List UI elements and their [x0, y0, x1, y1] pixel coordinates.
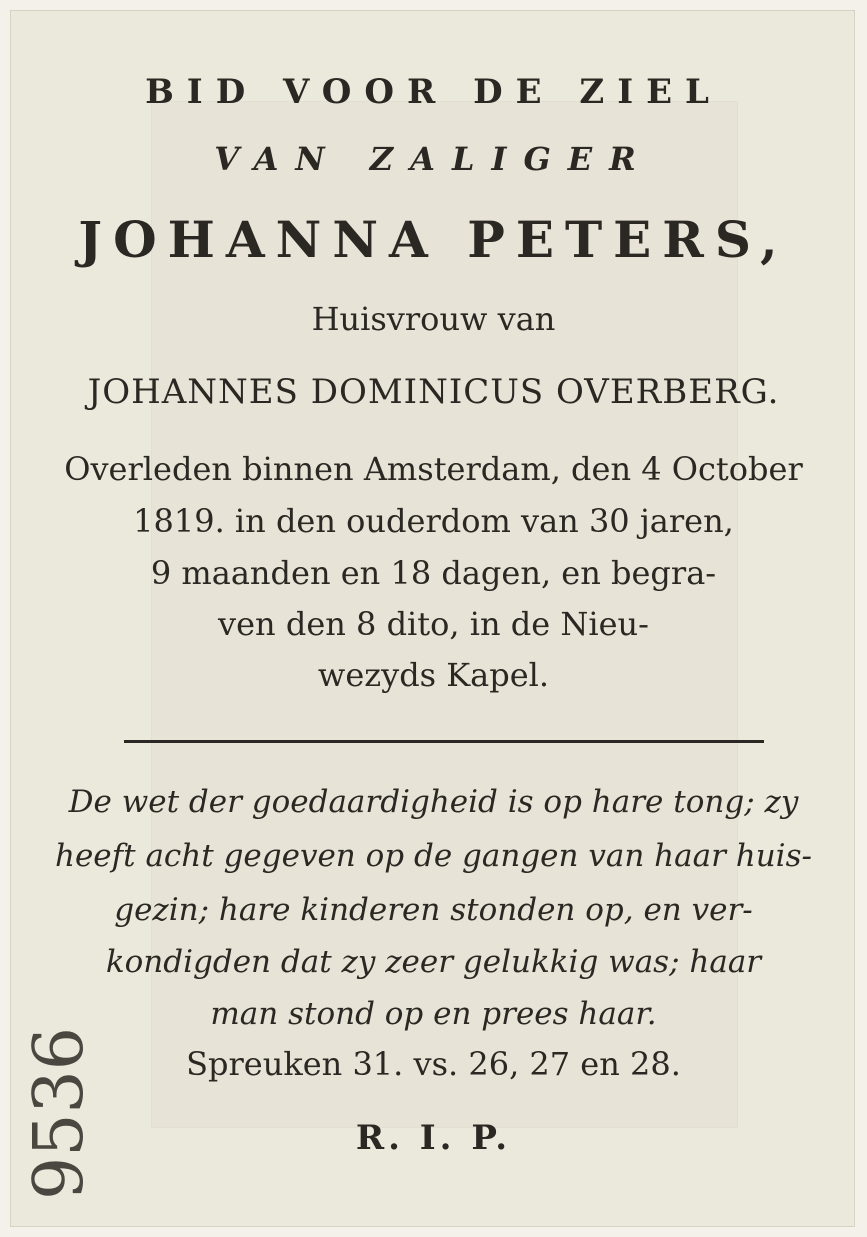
deceased-name: JOHANNA PETERS, [78, 210, 789, 269]
body-line: 1819. in den ouderdom van 30 jaren, [133, 502, 734, 540]
heading-line-2: VAN ZALIGER [214, 140, 653, 178]
quote-line: De wet der goedaardigheid is op hare tong; zy [68, 784, 799, 820]
body-line: wezyds Kapel. [317, 656, 550, 694]
body-line: Overleden binnen Amsterdam, den 4 October [64, 450, 803, 488]
body-line: 9 maanden en 18 dagen, en begra- [150, 554, 717, 592]
body-line: ven den 8 dito, in de Nieu- [218, 605, 649, 643]
quote-line: kondigden dat zy zeer gelukkig was; haar [105, 944, 762, 980]
handwritten-inventory-number: 9536 [20, 1026, 99, 1200]
heading-line-1: BID VOOR DE ZIEL [145, 72, 722, 112]
rip-label: R. I. P. [355, 1118, 512, 1158]
husband-name: JOHANNES DOMINICUS OVERBERG. [87, 372, 780, 412]
scripture-reference: Spreuken 31. vs. 26, 27 en 28. [186, 1045, 681, 1083]
quote-line: gezin; hare kinderen stonden op, en ver- [114, 892, 753, 928]
quote-line: heeft acht gegeven op de gangen van haar huis- [55, 838, 812, 874]
wife-of-label: Huisvrouw van [311, 300, 556, 338]
quote-line: man stond op en prees haar. [210, 996, 657, 1032]
divider-rule [124, 740, 764, 743]
